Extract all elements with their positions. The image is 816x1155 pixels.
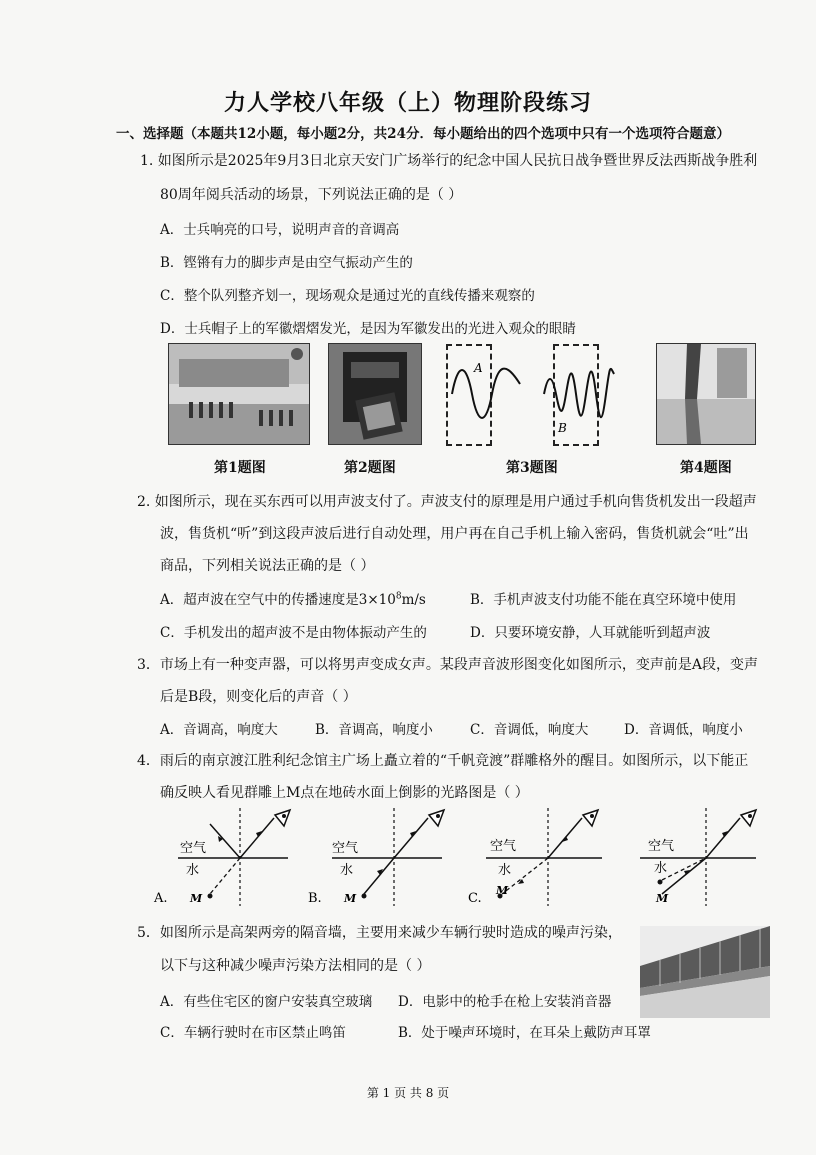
figure-1-caption: 第1题图 [214, 460, 266, 476]
q2-stem-line2: 波，售货机“听”到这段声波后进行自动处理，用户再在自己手机上输入密码，售货机就会“吐”出 [160, 526, 749, 542]
diagram-a-label: A. [154, 891, 168, 906]
diagram-a-point-label: M [190, 892, 203, 905]
q3-option-b: B．音调高，响度小 [315, 722, 433, 738]
diagram-d-point-label: M [656, 892, 669, 905]
q5-option-b: B．处于噪声环境时，在耳朵上戴防声耳罩 [398, 1025, 651, 1041]
q3-stem-line2: 后是B段，则变化后的声音（ ） [160, 689, 357, 705]
figure-4-sculpture-photo [656, 343, 756, 445]
diagram-c-water-label: 水 [498, 863, 512, 878]
q3-option-d: D．音调低，响度小 [624, 722, 743, 738]
q1-option-c: C．整个队列整齐划一，现场观众是通过光的直线传播来观察的 [160, 288, 535, 304]
q4-diagram-d [616, 802, 766, 910]
figure-3-wave-a [446, 344, 526, 444]
diagram-a-water-label: 水 [186, 863, 200, 878]
q3-option-c: C．音调低，响度大 [470, 722, 589, 738]
page-footer: 第 1 页 共 8 页 [366, 1086, 450, 1100]
q1-option-d: D．士兵帽子上的军徽熠熠发光，是因为军徽发出的光进入观众的眼睛 [160, 321, 576, 337]
q2-stem-line3: 商品，下列相关说法正确的是（ ） [160, 558, 375, 574]
wave-label-a: A [474, 361, 483, 375]
q2-option-b: B．手机声波支付功能不能在真空环境中使用 [470, 592, 737, 608]
q1-option-b: B．铿锵有力的脚步声是由空气振动产生的 [160, 255, 413, 271]
diagram-a-air-label: 空气 [180, 841, 207, 856]
figure-2-vending-photo [328, 343, 422, 445]
wave-label-b: B [558, 421, 567, 435]
q5-option-a: A．有些住宅区的窗户安装真空玻璃 [160, 994, 373, 1010]
figure-4-caption: 第4题图 [680, 460, 732, 476]
q2-option-d: D．只要环境安静，人耳就能听到超声波 [470, 625, 711, 641]
diagram-c-label: C. [468, 891, 482, 906]
figure-1-parade-photo [168, 343, 310, 445]
q4-diagram-b [302, 802, 452, 910]
diagram-d-air-label: 空气 [648, 839, 675, 854]
figure-3-wave-b [538, 344, 618, 444]
q2-option-a: A．超声波在空气中的传播速度是$3\times 10^8m/s$ [160, 591, 426, 608]
q5-option-d: D．电影中的枪手在枪上安装消音器 [398, 994, 612, 1010]
q4-stem-line2: 确反映人看见群雕上M点在地砖水面上倒影的光路图是（ ） [160, 785, 529, 801]
q1-option-a: A．士兵响亮的口号，说明声音的音调高 [160, 222, 400, 238]
diagram-b-water-label: 水 [340, 863, 354, 878]
q5-sound-barrier-photo [640, 926, 770, 1018]
figure-2-caption: 第2题图 [344, 460, 396, 476]
page-title: 力人学校八年级（上）物理阶段练习 [223, 90, 592, 116]
q3-option-a: A．音调高，响度大 [160, 722, 278, 738]
section-heading: 一、选择题（本题共12小题，每小题2分，共24分．每小题给出的四个选项中只有一个选项符合题意） [116, 126, 730, 142]
diagram-c-point-label: M [496, 884, 509, 897]
q4-diagram-c [462, 802, 612, 910]
diagram-b-label: B. [308, 891, 322, 906]
q5-stem-line1: 5．如图所示是高架两旁的隔音墙，主要用来减少车辆行驶时造成的噪声污染， [137, 925, 622, 941]
q1-stem-line2: 80周年阅兵活动的场景，下列说法正确的是（ ） [160, 187, 463, 203]
diagram-c-air-label: 空气 [490, 839, 517, 854]
diagram-b-air-label: 空气 [332, 841, 359, 856]
q1-stem-line1: 1. 如图所示是2025年9月3日北京天安门广场举行的纪念中国人民抗日战争暨世界反法西斯战争胜利 [140, 153, 758, 169]
q5-option-c: C．车辆行驶时在市区禁止鸣笛 [160, 1025, 346, 1041]
diagram-b-point-label: M [344, 892, 357, 905]
q2-stem-line1: 2. 如图所示，现在买东西可以用声波支付了。声波支付的原理是用户通过手机向售货机发出一段超声 [137, 494, 757, 510]
q2-option-c: C．手机发出的超声波不是由物体振动产生的 [160, 625, 427, 641]
figure-3-caption: 第3题图 [506, 460, 558, 476]
q4-stem-line1: 4．雨后的南京渡江胜利纪念馆主广场上矗立着的“千帆竞渡”群雕格外的醒目。如图所示，以下能正 [137, 753, 749, 769]
q3-stem-line1: 3．市场上有一种变声器，可以将男声变成女声。某段声音波形图变化如图所示，变声前是A段，变声 [137, 657, 759, 673]
q4-diagram-a [148, 802, 298, 910]
diagram-d-water-label: 水 [654, 861, 668, 876]
q5-stem-line2: 以下与这种减少噪声污染方法相同的是（ ） [160, 958, 431, 974]
